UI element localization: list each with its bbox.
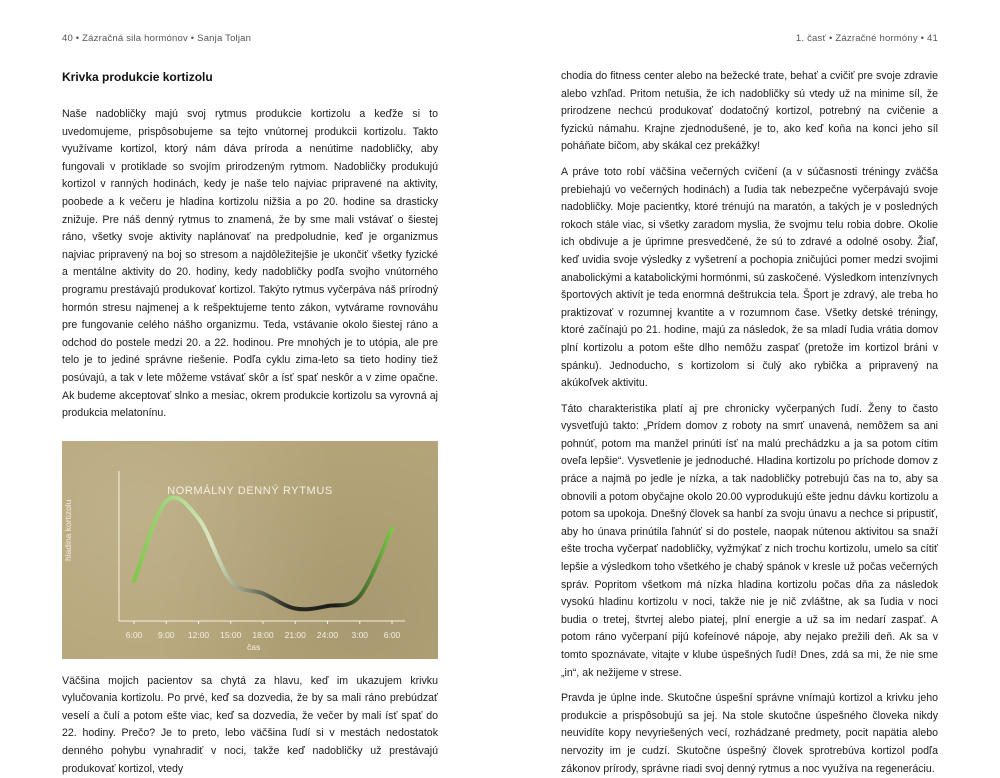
x-axis-label: čas — [247, 641, 261, 652]
x-tick-label: 18:00 — [252, 629, 274, 640]
right-page-column — [561, 68, 938, 778]
x-tick-label: 24:00 — [316, 629, 339, 640]
right-paragraph-2: A práve toto robí väčšina večerných cvičení (a v súčasnosti tréningy zväčša prebiehajú vo večerných hodinách) a ľudia tak nebezpečne vyčerpávajú svoje nadobličky. Moje pacientky, ktoré trénujú na maratón, a takých je v posledných rokoch stále viac, si všetky zaradom myslia, že svojmu telu robia dobre. Okolie ich obdivuje a je úprimne presvedčené, že sú to zdravé a odolné osoby. Žiaľ, keď uvidia svoje výsledky z vyšetrení a pochopia zničujúci pomer medzi svojimi anabolickými a katabolickými hormónmi, sú zaskočené. Výsledkom intenzívnych športových aktivít je teda enormná deštrukcia tela. Šport je zdravý, ale treba ho praktizovať v rozumnej kvantite a v rozumnom čase. Všetky detské tréningy, ktoré začínajú po 21. hodine, majú za následok, že sa mladí ľudia vrátia domov plní kortizolu a potom ešte dlho nemôžu zaspať (pretože im kortizol bráni v spánku). Jednoducho, s kortizolom si čulý ako rybička a pripravený na akúkoľvek aktivitu. — [561, 165, 938, 390]
cortisol-rhythm-figure — [62, 441, 438, 659]
left-paragraph-1: Naše nadobličky majú svoj rytmus produkcie kortizolu a keďže si to uvedomujeme, prispôsobujeme sa tejto vnútornej produkcii kortizolu. Takto využívame kortizol, ktorý nám dáva príroda a nenútime nadobličky, aby fungovali v protiklade so svojím prirodzeným rytmom. Nadobličky produkujú kortizol v ranných hodinách, kedy je naše telo najviac pripravené na aktivity, poobede a k večeru je hladina kortizolu nižšia a po 20. hodine sa drasticky znižuje. Pre náš denný rytmus to znamená, že by sme mali vstávať o šiestej ráno, všetky svoje aktivity naplánovať na predpoludnie, keď je organizmus najviac pripravený na boj so stresom a najdôležitejšie je ukončiť všetky fyzické a mentálne aktivity do 20. hodiny, kedy nadobličky podľa svojho vnútorného programu prestávajú produkovať kortizol. Takýto rytmus vyčerpáva náš prírodný hormón stresu najmenej a k rešpektujeme tento zákon, vytvárame rovnováhu pre fungovanie celého nášho organizmu. Teda, vstávanie okolo šiestej ráno a odchod do postele medzi 20. a 22. hodinou. Pre mnohých je to utópia, ale pre telo je to jediné správne riešenie. Podľa cyklu zima-leto sa tieto hodiny tiež posúvajú, a tak v lete môžeme vstávať skôr a ísť spať neskôr a v zime opačne. Ak budeme akceptovať slnko a mesiac, okrem produkcie kortizolu sa vyrovná aj produkcia melatonínu. — [62, 108, 438, 420]
y-axis-label: hladina kortizolu — [63, 499, 73, 561]
cortisol-chart — [62, 441, 438, 659]
x-tick-label: 3:00 — [351, 629, 369, 640]
x-tick-label: 6:00 — [125, 629, 143, 640]
x-tick-label: 6:00 — [383, 629, 401, 640]
right-paragraph-3: Táto charakteristika platí aj pre chronicky vyčerpaných ľudí. Ženy to často vysvetľujú takto: „Prídem domov z roboty na smrť unavená, nemôžem sa ani pohnúť, potom ma manžel prinúti ísť na malú prechádzku a ja sa potom cítim oveľa lepšie“. Vysvetlenie je jednoduché. Hladina kortizolu po príchode domov z práce a najmä po jedle je nízka, a tak nadobličky potrebujú čas na to, aby sa obnovili a potom obyčajne okolo 20.00 vyprodukujú ešte jednu dávku kortizolu a potom sa upokoja. Dnešný človek sa hanbí za svoju únavu a nechce si pripustiť, aby ho únava prinútila ľahnúť si do postele, naopak nútenou aktivitou sa snaží ešte trocha vyčerpať nadobličky, vyžmýkať z nich trochu kortizolu, umelo sa cítiť lepšie a výsledkom toho všetkého je chabý spánok v kresle už počas večerných správ. Popritom všetkom má nízka hladina kortizolu počas dňa za následok vysokú hladinu kortizolu v noci, takže nie je nič zvláštne, ak sa ľudia v noci budia o tretej, štvrtej alebo piatej, plní energie a už sa im nedarí zaspať. A potom ráno vyčerpaní pijú kofeínové nápoje, aby nejako prežili deň. Ak sa v tomto spoznávate, vitajte v klube úspešných ľudí! Dnes, zdá sa mi, že nie sme „in“, ak nežijeme v strese. — [561, 402, 938, 679]
section-heading: Krivka produkcie kortizolu — [62, 70, 213, 84]
right-paragraph-4: Pravda je úplne inde. Skutočne úspešní správne vnímajú kortizol a krivku jeho produkcie a prispôsobujú sa jej. Na stole skutočne úspešného človeka nikdy neuvidíte kopy nevyriešených vecí, rozhádzané predmety, pocit napätia alebo nervozity im je cudzí. Skutočne úspešný človek sprotrebúva kortizol podľa zákonov prírody, správne riadi svoj denný rytmus a noc využíva na regeneráciu. — [561, 692, 938, 775]
x-tick-label: 15:00 — [220, 629, 242, 640]
x-tick-label: 12:00 — [187, 629, 210, 640]
right-paragraph-1: chodia do fitness center alebo na bežecké trate, behať a cvičiť pre svoje zdravie alebo vzhľad. Pritom netušia, že ich nadobličky sú vtedy už na minime síl, že prirodzene nechcú produkovať dodatočný kortizol, potrebný na cvičenie a fyzickú námahu. Krajne zjednodušené, je to, ako keď koňa na konci jeho síl poháňate bičom, aby skákal cez prekážky! — [561, 70, 938, 153]
x-tick-label: 21:00 — [284, 629, 306, 640]
running-header-right: 1. časť • Zázračné hormóny • 41 — [795, 33, 938, 44]
left-page-column — [62, 68, 438, 778]
running-header-left: 40 • Zázračná sila hormónov • Sanja Toljan — [62, 33, 252, 44]
x-tick-label: 9:00 — [157, 629, 175, 640]
left-paragraph-2: Väčšina mojich pacientov sa chytá za hlavu, keď im ukazujem krivku vylučovania kortizolu. Po prvé, keď sa dozvedia, že by sa mali ráno prebúdzať veselí a čulí a potom ešte viac, keď sa dozvedia, že večer by mali ísť spať do 22. hodiny. Prečo? Je to preto, lebo väčšina ľudí si v mestách nedostatok denného pohybu vynahradiť v noci, takže keď nadobličky už prestávajú produkovať kortizol, vtedy — [62, 674, 438, 775]
figure-title: NORMÁLNY DENNÝ RYTMUS — [167, 484, 333, 497]
cortisol-curve-line — [134, 497, 392, 609]
